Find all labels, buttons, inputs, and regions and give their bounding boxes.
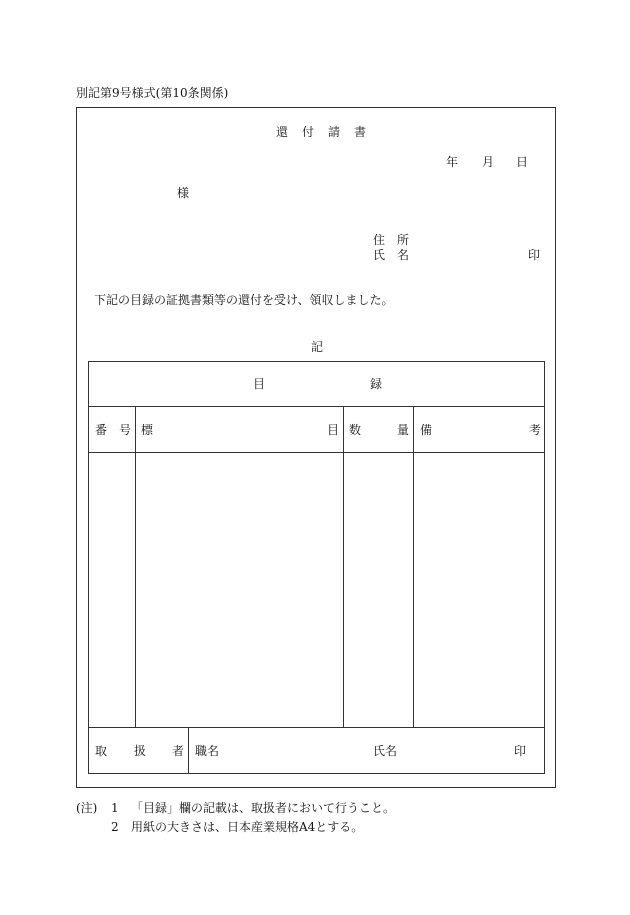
form-title: 還付請書 xyxy=(276,125,381,139)
col-remarks-a: 備 xyxy=(420,423,433,437)
date-month-label: 月 xyxy=(482,155,495,169)
col-remarks-b: 考 xyxy=(529,423,542,437)
date-day-label: 日 xyxy=(516,155,529,169)
note-1-number: 1 xyxy=(111,801,119,815)
note-2-number: 2 xyxy=(111,820,119,834)
footer-name-label: 氏名 xyxy=(373,744,398,758)
inventory-table xyxy=(88,361,545,774)
notes-prefix: (注) xyxy=(76,801,98,815)
sender-address-label: 住所 xyxy=(373,233,422,247)
note-2-text: 用紙の大きさは、日本産業規格A4とする。 xyxy=(131,820,364,834)
col-number-a: 番 xyxy=(95,423,108,437)
form-header-label: 別記第9号様式(第10条関係) xyxy=(76,86,229,100)
col-number-b: 号 xyxy=(119,423,132,437)
date-year-label: 年 xyxy=(446,155,459,169)
table-rule-footer xyxy=(88,727,545,728)
table-title-right: 録 xyxy=(370,377,383,391)
footer-handler-b: 扱 xyxy=(134,744,147,758)
sender-name-label: 氏名 xyxy=(373,248,422,262)
addressee-suffix: 様 xyxy=(177,186,190,200)
ki-label: 記 xyxy=(311,340,324,354)
col-quantity-a: 数 xyxy=(349,423,362,437)
sender-seal-mark: 印 xyxy=(528,248,541,262)
note-1-text: 「目録」欄の記載は、取扱者において行うこと。 xyxy=(131,801,396,815)
table-col-divider-1 xyxy=(135,406,136,727)
col-label-b: 目 xyxy=(327,423,340,437)
col-label-a: 標 xyxy=(141,423,154,437)
table-col-divider-2 xyxy=(343,406,344,727)
table-rule-title xyxy=(88,406,545,407)
footer-position-label: 職名 xyxy=(195,744,220,758)
table-col-divider-3 xyxy=(413,406,414,727)
footer-handler-a: 取 xyxy=(95,744,108,758)
table-title-left: 目 xyxy=(253,377,266,391)
table-footer-divider xyxy=(188,727,189,774)
footer-handler-c: 者 xyxy=(172,744,185,758)
statement-text: 下記の目録の証拠書類等の還付を受け、領収しました。 xyxy=(94,293,394,307)
table-rule-header xyxy=(88,452,545,453)
col-quantity-b: 量 xyxy=(397,423,410,437)
footer-seal-mark: 印 xyxy=(514,744,527,758)
